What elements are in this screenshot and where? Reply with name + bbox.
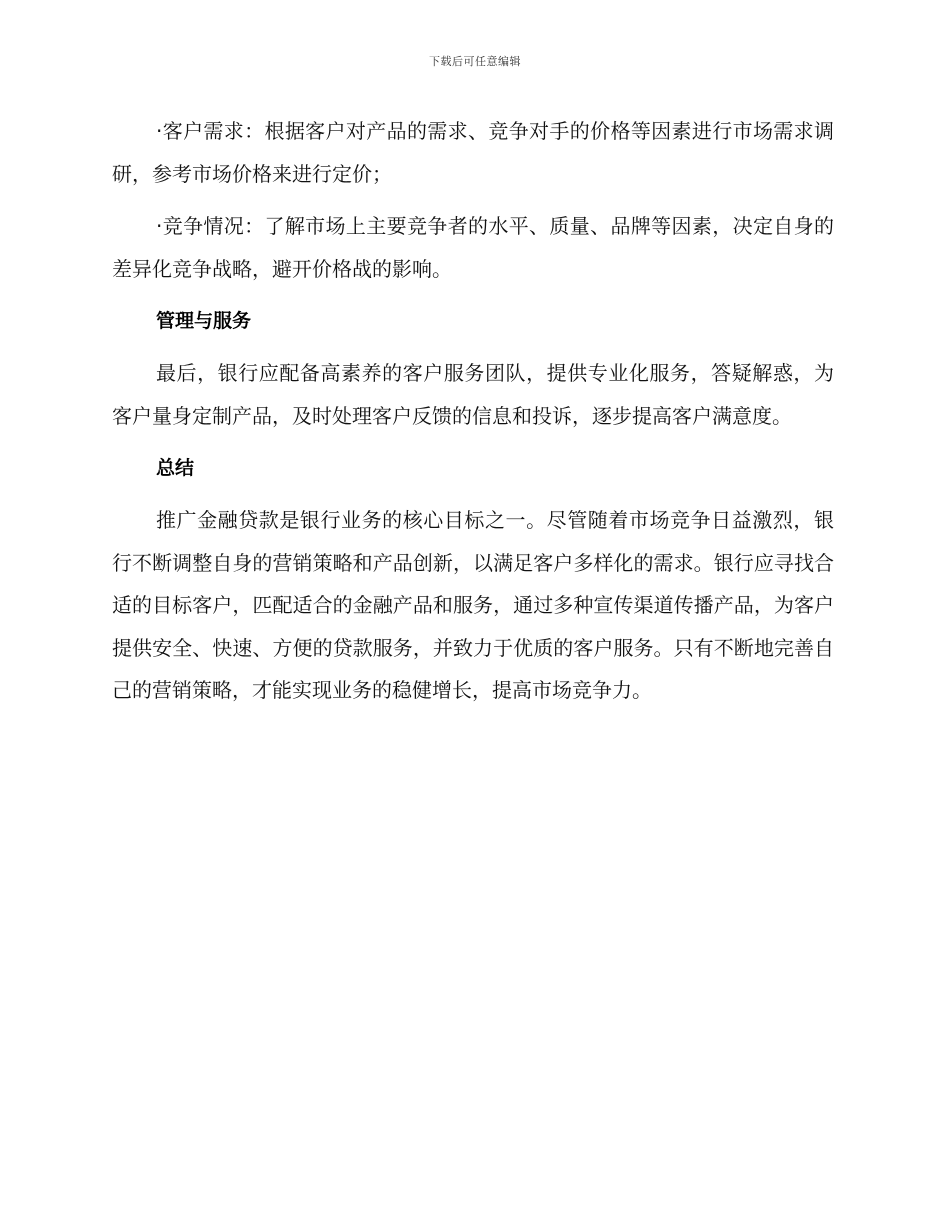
paragraph-spacer (112, 437, 834, 447)
heading-summary: 总结 (156, 457, 195, 479)
heading-management-service: 管理与服务 (156, 310, 252, 332)
page-header: 下载后可任意编辑 (429, 55, 521, 68)
document-body (112, 110, 834, 712)
paragraph-spacer (112, 195, 834, 205)
paragraph-management-service: 最后，银行应配备高素养的客户服务团队，提供专业化服务，答疑解惑，为客户量身定制产品，及时处理客户反馈的信息和投诉，逐步提高客户满意度。 (112, 361, 834, 428)
paragraph-spacer (112, 290, 834, 300)
paragraph-spacer (112, 489, 834, 499)
paragraph-spacer (112, 342, 834, 352)
bullet-customer-demand: ·客户需求：根据客户对产品的需求、竞争对手的价格等因素进行市场需求调研，参考市场价格来进行定价； (112, 119, 834, 186)
bullet-competition: ·竞争情况：了解市场上主要竞争者的水平、质量、品牌等因素，决定自身的差异化竞争战略，避开价格战的影响。 (112, 214, 834, 281)
paragraph-summary: 推广金融贷款是银行业务的核心目标之一。尽管随着市场竞争日益激烈，银行不断调整自身的营销策略和产品创新，以满足客户多样化的需求。银行应寻找合适的目标客户，匹配适合的金融产品和服务，通过多种宣传渠道传播产品，为客户提供安全、快速、方便的贷款服务，并致力于优质的客户服务。只有不断地完善自己的营销策略，才能实现业务的稳健增长，提高市场竞争力。 (112, 508, 834, 702)
